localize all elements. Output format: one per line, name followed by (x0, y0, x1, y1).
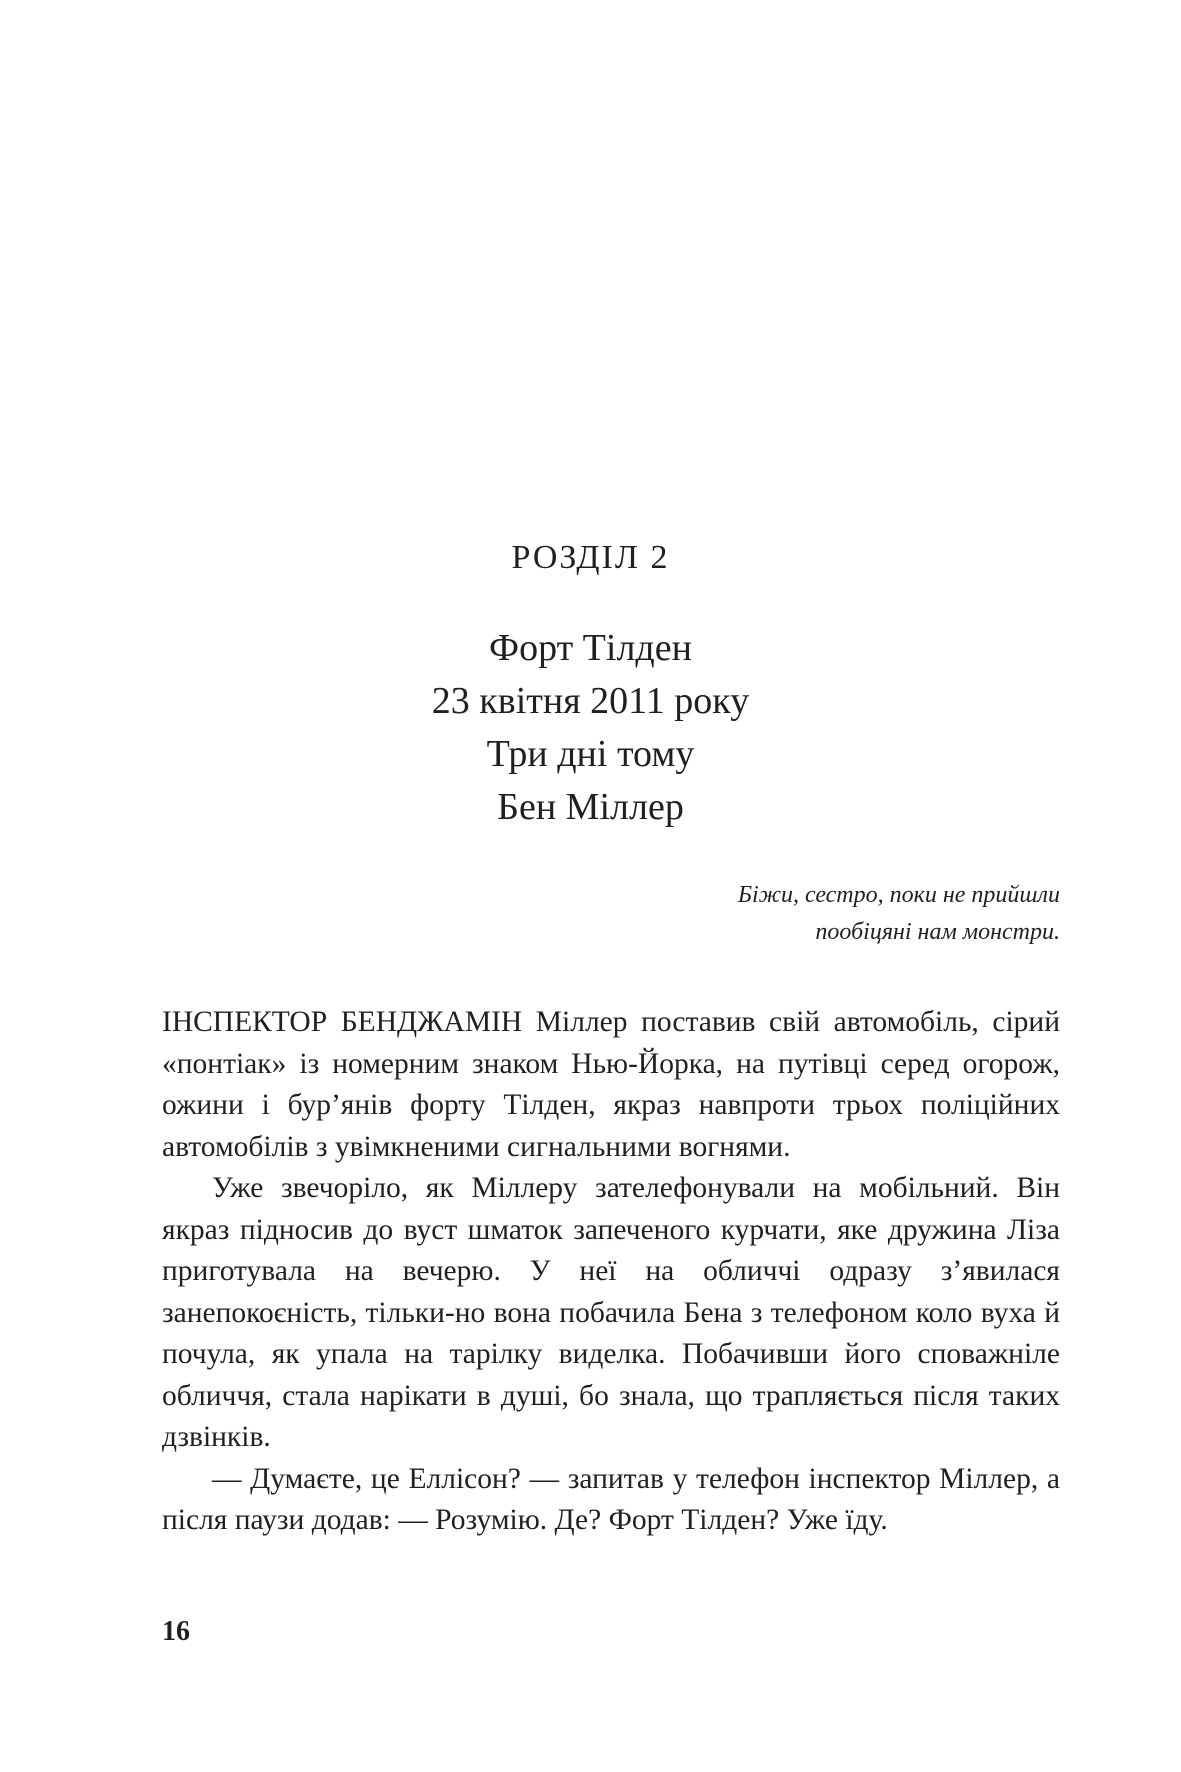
epigraph-line: пообіцяні нам монстри. (815, 919, 1060, 945)
page-number: 16 (162, 1616, 190, 1647)
chapter-heading (0, 622, 1181, 834)
chapter-label: РОЗДІЛ 2 (511, 539, 670, 576)
heading-date: 23 квітня 2011 року (431, 680, 750, 722)
paragraph-1 (162, 1002, 1060, 1168)
paragraph-1-text: Міллер поставив свій автомобіль, сірий «понтіак» із номерним знаком Нью-Йорка, на путівці серед огорож, ожини і бур’янів форту Тілден, якраз навпроти трьох поліційних автомобілів з увімкненими сигнальними вогнями. (162, 1006, 1061, 1163)
paragraph-lead-in: ІНСПЕКТОР БЕНДЖАМІН (162, 1006, 523, 1038)
paragraph-3: — Думаєте, це Еллісон? — запитав у телефон інспектор Міллер, а після паузи додав: — Розумію. Де? Форт Тілден? Уже їду. (162, 1462, 1060, 1536)
epigraph-line: Біжи, сестро, поки не прийшли (737, 882, 1060, 908)
epigraph (738, 877, 1060, 951)
heading-person: Бен Міллер (497, 786, 684, 828)
heading-place: Форт Тілден (489, 627, 692, 669)
body-text (162, 1002, 1060, 1542)
heading-time-ago: Три дні тому (486, 733, 695, 775)
paragraph-2: Уже звечоріло, як Міллеру зателефонували на мобільний. Він якраз підносив до вуст шматок запеченого курчати, яке дружина Ліза приготувала на вечерю. У неї на обличчі одразу з’явилася занепокоєність, тільки-но вона побачила Бена з телефоном коло вуха й почула, як упала на тарілку виделка. Побачивши його споважніле обличчя, стала нарікати в душі, бо знала, що трапляється після таких дзвінків. (162, 1172, 1060, 1453)
